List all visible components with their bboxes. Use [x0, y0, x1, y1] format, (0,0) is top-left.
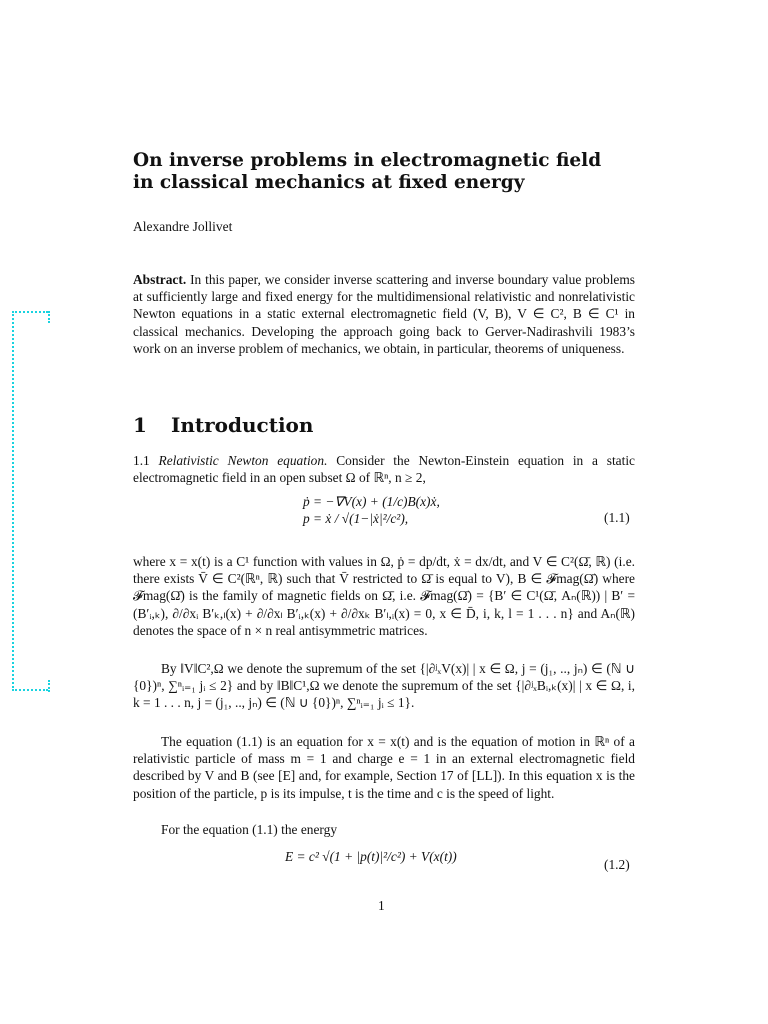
selection-bracket-bottom [48, 680, 52, 692]
paragraph-4: The equation (1.1) is an equation for x = x(t) and is the equation of motion in ℝⁿ of a relativistic particle of mass m = 1 and charge e = 1 in an external electromagnetic field described by V and B (see [E] and, for example, Section 17 of [LL]). In this equation x is the position of the particle, p is its impulse, t is the time and c is the speed of light. [133, 734, 635, 801]
paragraph-1 [133, 452, 635, 486]
paragraph-5: For the equation (1.1) the energy [161, 822, 338, 837]
selection-bracket [12, 311, 48, 691]
paragraph-text: Consider the Newton-Einstein equation in a static electromagnetic field in an open subset Ω of ℝⁿ, n ≥ 2, [133, 453, 635, 486]
equation-1-1 [303, 493, 440, 527]
abstract-label: Abstract. [133, 272, 187, 287]
paragraph-lead: 1.1 [133, 453, 159, 468]
section-number: 1 [133, 413, 147, 437]
paragraph-2: where x = x(t) is a C¹ function with values in Ω, ṗ = dp/dt, ẋ = dx/dt, and V ∈ C²(Ω̄, ℝ) (i.e. there exists V̄ ∈ C²(ℝⁿ, ℝ) such that V̄ restricted to Ω̄ is equal to V), B ∈ 𝓕mag(Ω̄) where 𝓕mag(Ω̄) is the family of magnetic fields on Ω̄, i.e. 𝓕mag(Ω̄) = {B′ ∈ C¹(Ω̄, Aₙ(ℝ)) | B′ = (B′ᵢ,ₖ), ∂/∂xᵢ B′ₖ,ₗ(x) + ∂/∂xₗ B′ᵢ,ₖ(x) + ∂/∂xₖ B′ₗ,ᵢ(x) = 0, x ∈ D̄, i, k, l = 1 . . . n} and Aₙ(ℝ) denotes the space of n × n real antisymmetric matrices. [133, 554, 635, 638]
paragraph-italic: Relativistic Newton equation. [158, 453, 328, 468]
page-number: 1 [378, 898, 385, 913]
equation-line: ṗ = −∇V(x) + (1/c)B(x)ẋ, [303, 494, 440, 509]
selection-bracket-top [48, 311, 52, 323]
paper-title [133, 150, 653, 194]
equation-number: (1.2) [604, 857, 630, 872]
title-line-1: On inverse problems in electromagnetic field [133, 150, 602, 171]
equation-number: (1.1) [604, 510, 630, 525]
section-title: Introduction [171, 413, 314, 437]
equation-1-2: E = c² √(1 + |p(t)|²/c²) + V(x(t)) [285, 849, 457, 864]
author: Alexandre Jollivet [133, 219, 233, 234]
equation-line: p = ẋ / √(1−|ẋ|²/c²), [303, 511, 409, 526]
paragraph-3: By ‖V‖C²,Ω we denote the supremum of the set {|∂ʲₓV(x)| | x ∈ Ω, j = (j₁, .., jₙ) ∈ (ℕ ∪ {0})ⁿ, ∑ⁿᵢ₌₁ jᵢ ≤ 2} and by ‖B‖C¹,Ω we denote the supremum of the set {|∂ʲₓBᵢ,ₖ(x)| | x ∈ Ω, i, k = 1 . . . n, j = (j₁, .., jₙ) ∈ (ℕ ∪ {0})ⁿ, ∑ⁿᵢ₌₁ jᵢ ≤ 1}. [133, 661, 635, 711]
abstract-text: In this paper, we consider inverse scattering and inverse boundary value problems at sufficiently large and fixed energy for the multidimensional relativistic and nonrelativistic Newton equations in a static external electromagnetic field (V, B), V ∈ C², B ∈ C¹ in classical mechanics. Developing the approach going back to Gerver-Nadirashvili 1983’s work on an inverse problem of mechanics, we obtain, in particular, theorems of uniqueness. [133, 272, 635, 356]
title-line-2: in classical mechanics at fixed energy [133, 172, 525, 193]
abstract [133, 271, 635, 357]
section-heading [133, 413, 313, 437]
